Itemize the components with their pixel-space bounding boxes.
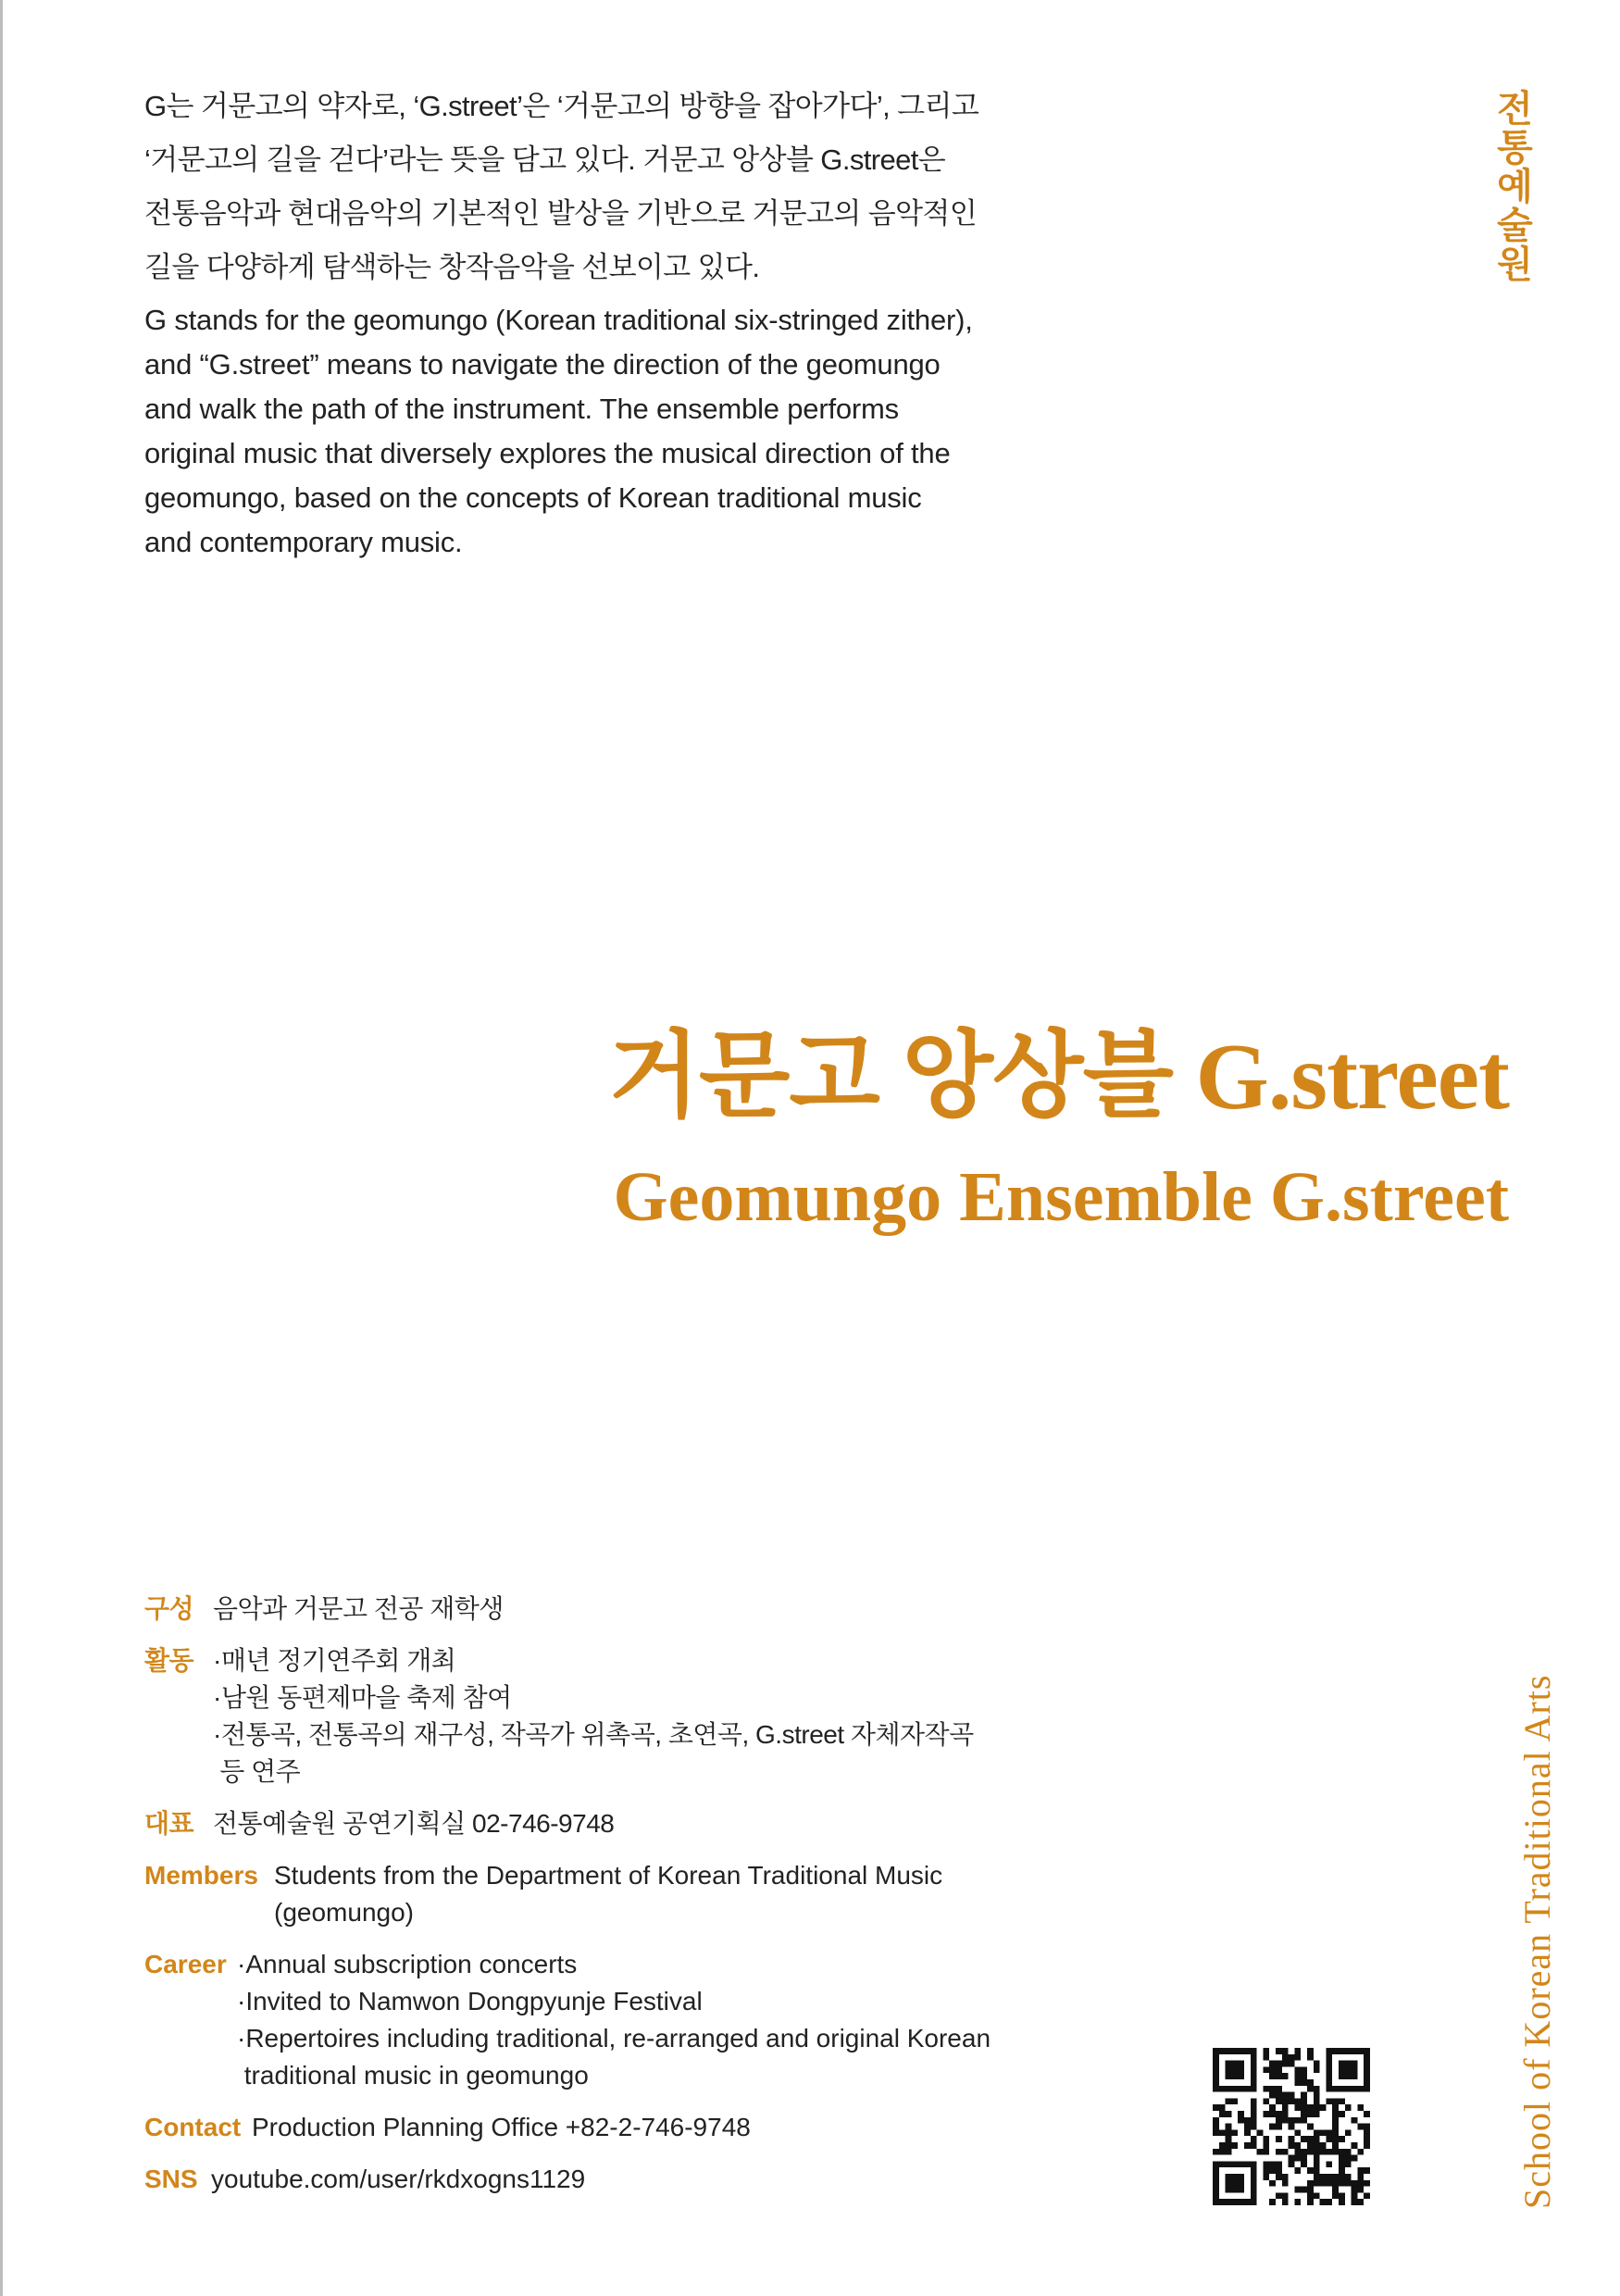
intro-english (144, 298, 1052, 565)
intro-en-line: G stands for the geomungo (Korean traditional six-stringed zither), (144, 304, 973, 336)
qr-code-icon[interactable] (1213, 2048, 1370, 2205)
info-value (237, 1946, 1070, 2094)
intro-en-line: and walk the path of the instrument. The ensemble performs (144, 393, 899, 425)
info-label: 구성 (144, 1594, 194, 1623)
info-career-en (144, 1946, 1070, 2094)
info-value: Production Planning Office +82-2-746-9748 (252, 2113, 751, 2141)
career-item: ·매년 정기연주회 개최 (213, 1646, 456, 1675)
info-contact-ko (144, 1805, 1070, 1842)
career-item: ·남원 동편제마을 축제 참여 (213, 1683, 512, 1712)
intro-ko-line: 길을 다양하게 탐색하는 창작음악을 선보이고 있다. (144, 251, 760, 283)
page-title-korean: 거문고 앙상블 G.street (608, 1025, 1509, 1129)
info-contact-en (144, 2109, 1070, 2146)
members-line: Students from the Department of Korean Traditional Music (274, 1861, 943, 1890)
page-title-english: Geomungo Ensemble G.street (613, 1158, 1509, 1236)
side-label-korean: 전통예술원 (1491, 89, 1532, 283)
sns-link[interactable]: youtube.com/user/rkdxogns1129 (211, 2165, 586, 2193)
members-line: (geomungo) (274, 1898, 414, 1927)
info-label: Career (144, 1950, 227, 1978)
info-label: SNS (144, 2165, 198, 2193)
intro-korean (144, 80, 1052, 294)
intro-en-line: original music that diversely explores the musical direction of the (144, 437, 951, 469)
intro-en-line: and contemporary music. (144, 526, 463, 558)
info-label: 대표 (144, 1809, 194, 1838)
left-edge-rule (0, 0, 3, 2296)
info-label: Contact (144, 2113, 242, 2141)
info-members-ko (144, 1591, 1070, 1628)
info-career-ko (144, 1642, 1070, 1791)
info-value (274, 1857, 1070, 1931)
info-value (213, 1642, 1070, 1791)
intro-en-line: geomungo, based on the concepts of Korean traditional music (144, 481, 922, 514)
intro-ko-line: G는 거문고의 약자로, ‘G.street’은 ‘거문고의 방향을 잡아가다’, 그리고 (144, 90, 979, 122)
intro-ko-line: ‘거문고의 길을 걷다’라는 뜻을 담고 있다. 거문고 앙상블 G.street은 (144, 144, 946, 176)
career-item: 등 연주 (213, 1757, 301, 1786)
info-value: 전통예술원 공연기획실 02-746-9748 (213, 1809, 615, 1838)
info-label: 활동 (144, 1646, 194, 1675)
career-item: traditional music in geomungo (237, 2061, 589, 2090)
info-label: Members (144, 1861, 258, 1890)
info-sns-en (144, 2161, 1070, 2198)
career-item: ·Invited to Namwon Dongpyunje Festival (237, 1987, 703, 2015)
side-label-english: School of Korean Traditional Arts (1516, 1674, 1558, 2209)
career-item: ·Annual subscription concerts (237, 1950, 578, 1978)
career-item: ·전통곡, 전통곡의 재구성, 작곡가 위촉곡, 초연곡, G.street 자체자작곡 (213, 1720, 974, 1749)
info-section (144, 1591, 1070, 2213)
info-members-en (144, 1857, 1070, 1931)
career-item: ·Repertoires including traditional, re-arranged and original Korean (237, 2024, 991, 2053)
info-value: 음악과 거문고 전공 재학생 (213, 1594, 504, 1623)
intro-ko-line: 전통음악과 현대음악의 기본적인 발상을 기반으로 거문고의 음악적인 (144, 197, 978, 230)
intro-en-line: and “G.street” means to navigate the direction of the geomungo (144, 348, 941, 381)
